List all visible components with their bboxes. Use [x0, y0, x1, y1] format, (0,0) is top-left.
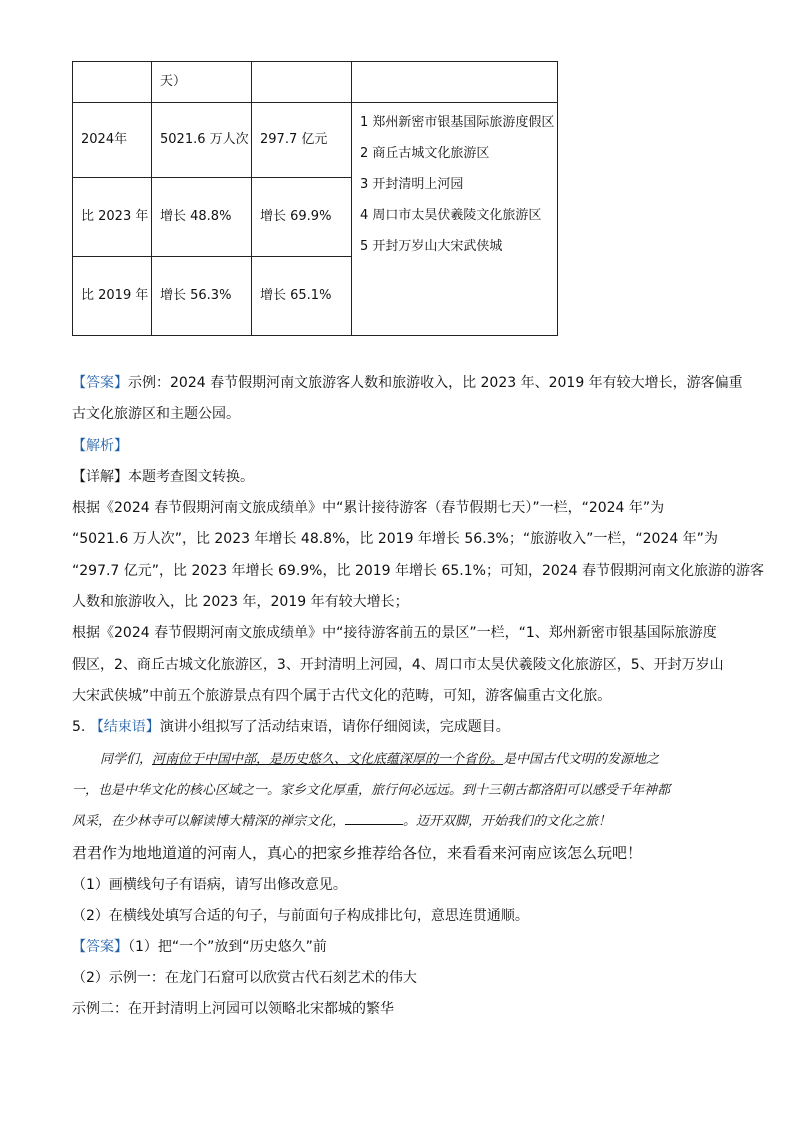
spot-item: 3 开封清明上河园 — [360, 177, 464, 192]
q5-intro: 演讲小组拟写了活动结束语，请你仔细阅读，完成题目。 — [159, 719, 510, 735]
q4-answer-line: 古文化旅游区和主题公园。 — [72, 406, 240, 422]
table-row — [73, 103, 558, 178]
q5-heading — [72, 717, 510, 737]
question-number: 5. — [72, 719, 90, 735]
paragraph-line: 根据《2024 春节假期河南文旅成绩单》中“累计接待游客（春节假期七天）”一栏，“2024 年”为 — [72, 500, 665, 516]
sub-question: （2）在横线处填写合适的句子，与前面句子构成排比句，意思连贯通顺。 — [72, 908, 529, 924]
detail-line — [72, 467, 254, 487]
q5-answer-line: 【答案】（1）把“一个”放到“历史悠久”前 — [72, 939, 327, 955]
paragraph-line: 假区，2、商丘古城文化旅游区，3、开封清明上河园，4、周口市太昊伏羲陵文化旅游区，5、开封万岁山 — [72, 657, 724, 673]
q5-answer-line: （2）示例一：在龙门石窟可以欣赏古代石刻艺术的伟大 — [72, 970, 417, 986]
paragraph-line: 大宋武侠城”中前五个旅游景点有四个属于古代文化的范畴，可知，游客偏重古文化旅。 — [72, 688, 612, 704]
table-cell — [73, 62, 152, 103]
speech-line: 同学们，河南位于中国中部，是历史悠久、文化底蕴深厚的一个省份。是中国古代文明的发源地之 — [100, 752, 660, 767]
detail-tag: 【详解】 — [72, 469, 128, 485]
analysis-tag: 【解析】 — [72, 438, 128, 454]
q4-answer-line — [72, 373, 743, 393]
row-label: 2024年 — [73, 103, 152, 178]
q5-answer-line: 示例二：在开封清明上河园可以领略北宋都城的繁华 — [72, 1001, 394, 1017]
row-label: 比 2019 年 — [73, 257, 152, 336]
spot-item: 4 周口市太昊伏羲陵文化旅游区 — [360, 208, 542, 223]
sub-question: （1）画横线句子有语病，请写出修改意见。 — [72, 877, 347, 893]
paragraph-line: 人数和旅游收入，比 2023 年，2019 年有较大增长； — [72, 594, 409, 610]
speech-line: 君君作为地地道道的河南人，真心的把家乡推荐给各位，来看看来河南应该怎么玩吧！ — [72, 844, 643, 862]
paragraph-line: “5021.6 万人次”，比 2023 年增长 48.8%，比 2019 年增长 56.3%；“旅游收入”一栏，“2024 年”为 — [72, 531, 718, 547]
row-label: 比 2023 年 — [73, 178, 152, 257]
speech-line: 一，也是中华文化的核心区域之一。家乡文化厚重，旅行何必远远。到十三朝古都洛阳可以感受千年神都 — [72, 783, 671, 798]
detail-text: 本题考查图文转换。 — [128, 469, 254, 485]
visitors-cell: 增长 48.8% — [152, 178, 252, 257]
fill-blank — [345, 812, 403, 825]
spot-item: 1 郑州新密市银基国际旅游度假区 — [360, 115, 555, 130]
spot-item: 2 商丘古城文化旅游区 — [360, 146, 490, 161]
table-cell: 天） — [152, 62, 252, 103]
visitors-cell: 5021.6 万人次 — [152, 103, 252, 178]
paragraph-line: 根据《2024 春节假期河南文旅成绩单》中“接待游客前五的景区”一栏，“1、郑州新密市银基国际旅游度 — [72, 625, 717, 641]
table-row — [73, 62, 558, 103]
income-cell: 增长 69.9% — [252, 178, 352, 257]
table-cell — [352, 62, 558, 103]
income-cell: 297.7 亿元 — [252, 103, 352, 178]
q5-tag: 【结束语】 — [89, 719, 160, 735]
income-cell: 增长 65.1% — [252, 257, 352, 336]
visitors-cell: 增长 56.3% — [152, 257, 252, 336]
table-cell — [252, 62, 352, 103]
answer-tag: 【答案】 — [72, 375, 128, 391]
answer-tag: 【答案】 — [72, 939, 128, 955]
speech-line: 风采，在少林寺可以解读博大精深的禅宗文化， 。迈开双脚，开始我们的文化之旅！ — [72, 814, 612, 829]
spot-item: 5 开封万岁山大宋武侠城 — [360, 239, 503, 254]
answer-text: 示例：2024 春节假期河南文旅游客人数和旅游收入，比 2023 年、2019 年有较大增长，游客偏重 — [128, 375, 743, 391]
paragraph-line: “297.7 亿元”，比 2023 年增长 69.9%，比 2019 年增长 65.1%；可知，2024 春节假期河南文化旅游的游客 — [72, 563, 765, 579]
underlined-sentence: 河南位于中国中部，是历史悠久、文化底蕴深厚的一个省份。 — [152, 752, 504, 767]
tourism-stats-table — [72, 61, 558, 336]
top-spots-cell — [352, 103, 558, 336]
